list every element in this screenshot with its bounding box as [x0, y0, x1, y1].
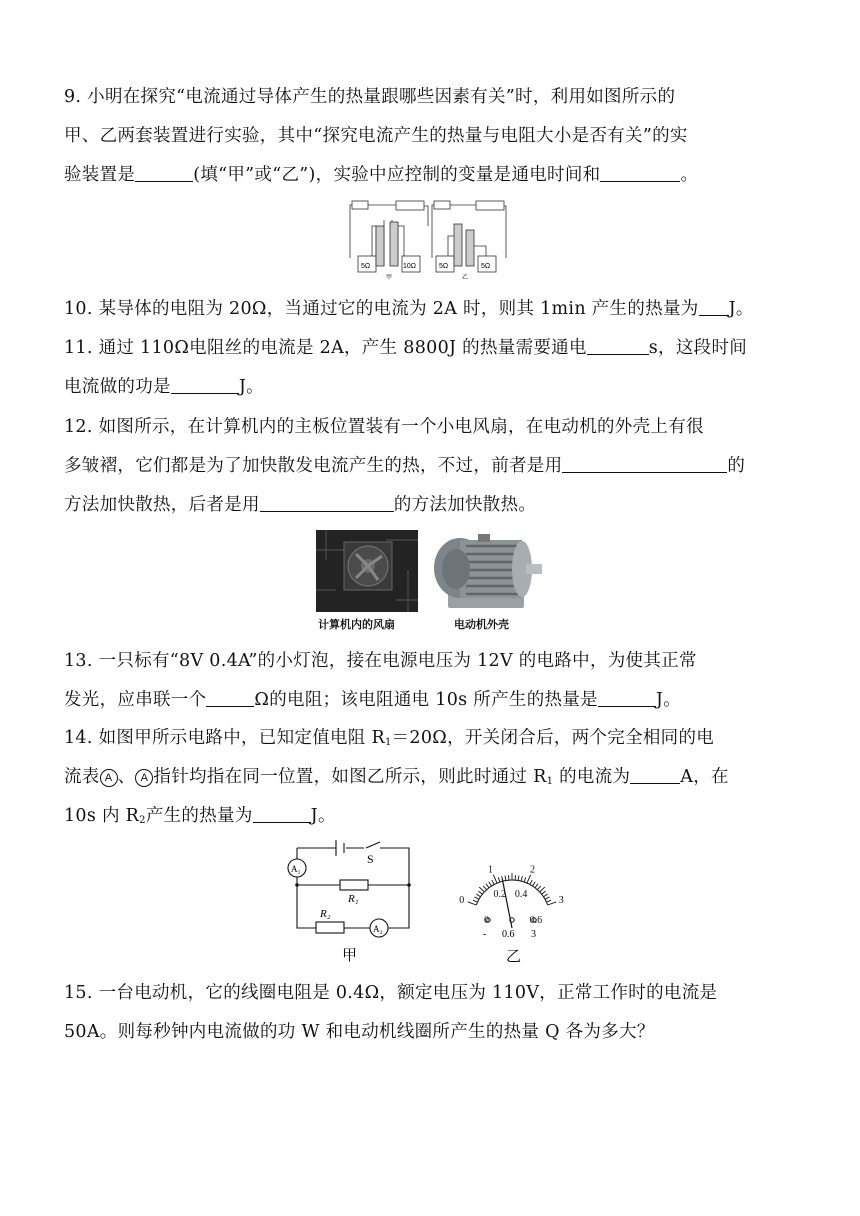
q12-answer-blank-1[interactable] — [562, 452, 727, 473]
q11-answer-blank-2[interactable] — [171, 373, 239, 394]
q15-line2: 50A。则每秒钟内电流做的功 W 和电动机线圈所产生的热量 Q 各为多大？ — [64, 1022, 655, 1042]
meter-tick — [547, 900, 552, 902]
q12-text-d: 的方法加快散热。 — [393, 495, 537, 515]
q14-text-d: 指针均指在同一位置，如图乙所示，则此时通过 R — [153, 767, 547, 787]
q10-line — [64, 292, 754, 326]
q14-text-e: 的电流为 — [553, 767, 631, 787]
meter-tick — [475, 897, 479, 899]
meter-outer-tick-label: 1 — [488, 864, 494, 876]
meter-inner-tick-label: 0.6 — [529, 914, 543, 926]
fan-caption: 计算机内的风扇 — [318, 619, 395, 631]
meter-inner-tick-label: 0.2 — [493, 889, 507, 901]
motor-photo — [426, 532, 544, 614]
q14-answer-blank-2[interactable] — [253, 802, 311, 823]
q9-text-c: 。 — [680, 165, 699, 185]
q11-text-a: 11. 通过 110Ω电阻丝的电流是 2A，产生 8800J 的热量需要通电 — [64, 338, 587, 358]
q12-text-b: 的 — [727, 456, 746, 476]
q14-text-c: 流表 — [64, 767, 100, 787]
a2-circuit-label: A₂ — [373, 924, 383, 934]
circuit-caption: 甲 — [342, 946, 358, 964]
q14-text-a: 14. 如图甲所示电路中，已知定值电阻 R — [64, 728, 385, 748]
r2-label: R₂ — [320, 908, 331, 920]
q11-text-d: J。 — [238, 377, 264, 397]
meter-tick — [479, 887, 484, 892]
meter-inner-tick-label: 0.4 — [514, 889, 528, 901]
meter-tick — [492, 880, 494, 884]
meter-tick — [533, 882, 536, 886]
q13-line1: 13. 一只标有“8V 0.4A”的小灯泡，接在电源电压为 12V 的电路中，为使其正常 — [64, 651, 697, 671]
meter-outer-tick-label: 0 — [459, 894, 465, 906]
meter-tick — [521, 876, 522, 881]
figure-caption-yi: 乙 — [462, 275, 469, 280]
q9-answer-blank-1[interactable] — [135, 161, 193, 182]
meter-tick — [505, 876, 506, 881]
q14-text-g: 10s 内 R — [64, 806, 140, 826]
meter-tick — [498, 877, 500, 882]
q14-sep: 、 — [117, 767, 136, 787]
q13-answer-blank-2[interactable] — [598, 686, 656, 707]
q14-text-f: A，在 — [680, 767, 729, 787]
meter-tick — [542, 891, 546, 894]
terminal-negative: - — [483, 929, 487, 940]
q14-text-i: J。 — [310, 806, 336, 826]
q14-line1 — [64, 721, 714, 760]
q13-text-a: 发光，应串联一个 — [64, 690, 207, 710]
meter-tick — [468, 902, 476, 905]
q13-text-c: J。 — [655, 690, 682, 710]
q9-apparatus-figure — [348, 196, 510, 280]
resistor-r1-icon — [340, 880, 368, 890]
q9-line3 — [64, 158, 698, 192]
ammeter-a2-icon: A — [135, 769, 153, 787]
switch-icon — [352, 201, 368, 209]
q14-sub-2: 1 — [546, 776, 554, 787]
q9-line1: 9. 小明在探究“电流通过导体产生的热量跟哪些因素有关”时，利用如图所示的 — [64, 87, 676, 107]
q11-text-c: 电流做的功是 — [64, 377, 171, 397]
q11-answer-blank-1[interactable] — [587, 334, 649, 355]
q12-line3 — [64, 488, 536, 522]
meter-tick — [545, 897, 549, 899]
ammeter-a1-icon: A — [100, 769, 118, 787]
switch-label: S — [367, 852, 374, 866]
meter-tick — [473, 900, 478, 902]
meter-tick — [478, 891, 482, 894]
meter-tick — [535, 884, 538, 888]
q9-line2: 甲、乙两套装置进行实验，其中“探究电流产生的热量与电阻大小是否有关”的实 — [64, 126, 688, 146]
motor-caption: 电动机外壳 — [454, 619, 509, 631]
q15-line1: 15. 一台电动机，它的线圈电阻是 0.4Ω，额定电压为 110V，正常工作时的电流是 — [64, 983, 718, 1003]
q12-text-a: 多皱褶，它们都是为了加快散发电流产生的热，不过，前者是用 — [64, 456, 563, 476]
q9-answer-blank-2[interactable] — [600, 161, 680, 182]
q10-answer-blank[interactable] — [699, 295, 729, 316]
ammeter-dial-yi — [446, 856, 586, 968]
q14-sub-1: 1 — [384, 737, 392, 748]
meter-tick — [548, 902, 556, 905]
q12-line2 — [64, 449, 745, 483]
meter-caption: 乙 — [506, 947, 522, 965]
r1-label: R₁ — [348, 893, 359, 905]
q14-line3 — [64, 799, 336, 838]
meter-tick — [486, 884, 489, 888]
computer-fan-photo — [316, 530, 418, 612]
meter-tick — [483, 886, 486, 890]
q13-text-b: Ω的电阻；该电阻通电 10s 所产生的热量是 — [254, 690, 598, 710]
meter-tick — [544, 894, 548, 897]
resistor-r2-icon — [316, 922, 344, 933]
meter-tick — [527, 875, 531, 883]
q14-text-h: 产生的热量为 — [145, 806, 253, 826]
meter-outer-tick-label: 2 — [529, 864, 535, 876]
q12-answer-blank-2[interactable] — [260, 491, 394, 512]
q14-sub-3: 2 — [139, 815, 146, 826]
meter-tick — [537, 886, 540, 890]
q10-text: 10. 某导体的电阻为 20Ω，当通过它的电流为 2A 时，则其 1min 产生的热量为 — [64, 299, 699, 319]
terminal-0-6: 0.6 — [502, 929, 515, 940]
q14-line2 — [64, 760, 729, 799]
meter-tick — [489, 882, 492, 886]
meter-tick — [524, 877, 526, 882]
resistor-label-5ohm-b: 5Ω — [439, 263, 449, 270]
resistor-label-5ohm-c: 5Ω — [481, 263, 491, 270]
power-supply-icon — [396, 201, 424, 210]
meter-tick — [530, 880, 532, 884]
q13-answer-blank-1[interactable] — [206, 686, 254, 707]
q11-line2 — [64, 370, 264, 404]
q11-line1 — [64, 331, 747, 365]
q14-text-b: ＝20Ω，开关闭合后，两个完全相同的电 — [391, 728, 715, 748]
resistor-label-10ohm: 10Ω — [403, 263, 417, 270]
q13-line2 — [64, 683, 681, 717]
circuit-diagram-jia — [284, 836, 414, 966]
meter-outer-tick-label: 3 — [558, 894, 564, 906]
meter-tick — [540, 887, 545, 892]
meter-needle — [502, 879, 512, 928]
q10-end: J。 — [728, 299, 754, 319]
a1-circuit-label: A₁ — [291, 864, 301, 874]
q12-line1: 12. 如图所示，在计算机内的主板位置装有一个小电风扇，在电动机的外壳上有很 — [64, 417, 704, 437]
q14-answer-blank-1[interactable] — [630, 763, 680, 784]
meter-tick — [476, 894, 480, 897]
figure-caption-jia: 甲 — [386, 275, 393, 280]
q9-text-a: 验装置是 — [64, 165, 136, 185]
meter-tick — [518, 876, 519, 881]
q9-text-b: (填“甲”或“乙”)，实验中应控制的变量是通电时间和 — [193, 165, 601, 185]
meter-tick — [493, 875, 497, 883]
q12-text-c: 方法加快散热，后者是用 — [64, 495, 260, 515]
q11-text-b: s，这段时间 — [648, 338, 748, 358]
resistor-label-5ohm-a: 5Ω — [361, 263, 371, 270]
meter-inner-tick-label: 0 — [484, 914, 490, 926]
terminal-3: 3 — [531, 929, 536, 940]
